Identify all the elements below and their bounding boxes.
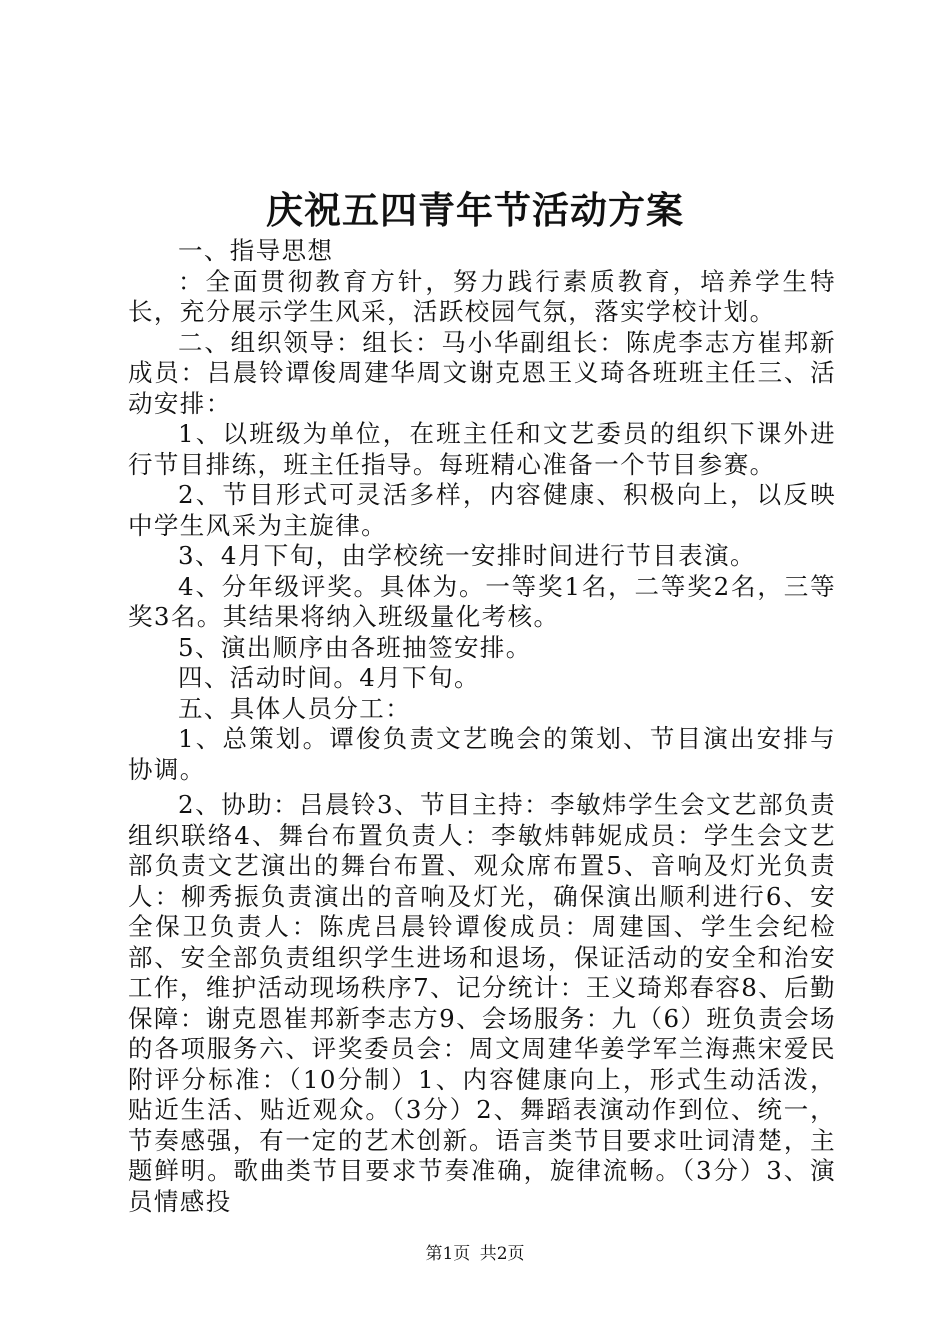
paragraph: 1、以班级为单位，在班主任和文艺委员的组织下课外进行节目排练，班主任指导。每班精心准备一个节目参赛。 — [128, 419, 836, 479]
paragraph: 2、节目形式可灵活多样，内容健康、积极向上，以反映中学生风采为主旋律。 — [128, 480, 836, 540]
page-number: 第1页 — [425, 1244, 471, 1264]
paragraph: 2、协助：吕晨铃3、节目主持：李敏炜学生会文艺部负责组织联络4、舞台布置负责人：李敏炜韩妮成员：学生会文艺部负责文艺演出的舞台布置、观众席布置5、音响及灯光负责人：柳秀振负责演出的音响及灯光，确保演出顺利进行6、安全保卫负责人：陈虎吕晨铃谭俊成员：周建国、学生会纪检部、安全部负责组织学生进场和退场，保证活动的安全和治安工作，维护活动现场秩序7、记分统计：王义琦郑春容8、后勤保障：谢克恩崔邦新李志方9、会场服务：九（6）班负责会场的各项服务六、评奖委员会：周文周建华姜学军兰海燕宋爱民附评分标准：（10分制）1、内容健康向上，形式生动活泼，贴近生活、贴近观众。（3分）2、舞蹈表演动作到位、统一，节奏感强，有一定的艺术创新。语言类节目要求吐词清楚，主题鲜明。歌曲类节目要求节奏准确，旋律流畅。（3分）3、演员情感投 — [128, 790, 836, 1216]
paragraph: 5、演出顺序由各班抽签安排。 — [178, 632, 532, 662]
paragraph: 4、分年级评奖。具体为。一等奖1名，二等奖2名，三等奖3名。其结果将纳入班级量化考核。 — [128, 571, 836, 631]
paragraph: 四、活动时间。4月下旬。 — [178, 663, 480, 692]
paragraph: 3、4月下旬，由学校统一安排时间进行节目表演。 — [178, 541, 756, 570]
document-body — [128, 236, 836, 1217]
paragraph: 一、指导思想 — [178, 236, 334, 265]
document-title: 庆祝五四青年节活动方案 — [266, 188, 684, 232]
page-total: 共2页 — [479, 1244, 525, 1264]
paragraph: 二、组织领导：组长：马小华副组长：陈虎李志方崔邦新成员：吕晨铃谭俊周建华周文谢克恩王义琦各班班主任三、活动安排： — [128, 327, 836, 418]
paragraph: 五、具体人员分工： — [178, 693, 412, 723]
page-footer — [0, 1243, 950, 1265]
paragraph: 1、总策划。谭俊负责文艺晚会的策划、节目演出安排与协调。 — [128, 724, 836, 784]
paragraph: ：全面贯彻教育方针，努力践行素质教育，培养学生特长，充分展示学生风采，活跃校园气氛，落实学校计划。 — [128, 266, 836, 326]
